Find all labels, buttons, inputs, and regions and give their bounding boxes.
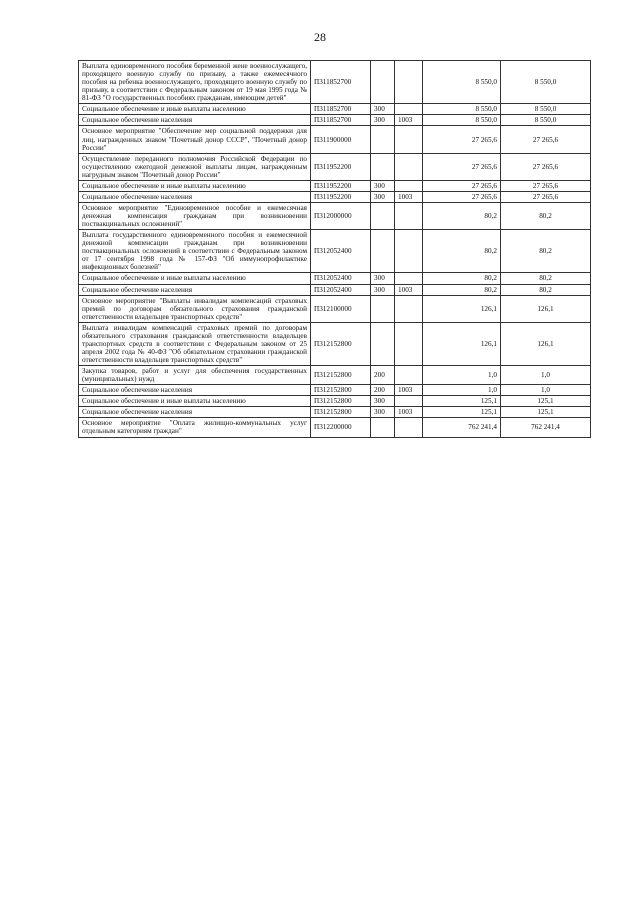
table-row <box>79 61 591 104</box>
row-name-cell: Социальное обеспечение и иные выплаты населению <box>79 273 311 284</box>
amount-cell: 80,2 <box>423 202 501 229</box>
row-name-cell: Социальное обеспечение населения <box>79 284 311 295</box>
target-article-code-cell: П311952200 <box>311 180 371 191</box>
table-row <box>79 273 591 284</box>
amount-cell: 27 265,6 <box>423 153 501 180</box>
row-name-cell: Выплата единовременного пособия беременной жене военнослужащего, проходящего военную службу по призыву, а также ежемесячного пособия на ребенка военнослужащего, проходящего военную службу по призыву, в соответствии с Федеральным законом от 19 мая 1995 года № 81-ФЗ "О государственных пособиях гражданам, имеющим детей" <box>79 61 311 104</box>
section-code-cell: 1003 <box>395 191 423 202</box>
row-name-cell: Осуществление переданного полномочия Российской Федерации по осуществлению ежегодной денежной выплаты лицам, награжденным нагрудным знаком "Почетный донор России" <box>79 153 311 180</box>
total-cell: 8 550,0 <box>501 61 591 104</box>
target-article-code-cell: П311952200 <box>311 153 371 180</box>
total-cell: 27 265,6 <box>501 126 591 153</box>
expense-type-code-cell <box>371 418 395 437</box>
section-code-cell <box>395 322 423 365</box>
total-cell: 8 550,0 <box>501 115 591 126</box>
target-article-code-cell: П311852700 <box>311 61 371 104</box>
row-name-cell: Выплата инвалидам компенсаций страховых премий по договорам обязательного страхования гражданской ответственности владельцев транспортных средств в соответствии с Федеральным законом от 25 апреля 2002 года № 40-ФЗ "Об обязательном страховании гражданской ответственности владельцев транспортных средств" <box>79 322 311 365</box>
total-cell: 125,1 <box>501 407 591 418</box>
total-cell: 27 265,6 <box>501 180 591 191</box>
total-cell: 762 241,4 <box>501 418 591 437</box>
amount-cell: 1,0 <box>423 385 501 396</box>
total-cell: 80,2 <box>501 230 591 273</box>
expense-type-code-cell: 300 <box>371 104 395 115</box>
amount-cell: 8 550,0 <box>423 115 501 126</box>
amount-cell: 80,2 <box>423 273 501 284</box>
section-code-cell: 1003 <box>395 385 423 396</box>
section-code-cell: 1003 <box>395 284 423 295</box>
row-name-cell: Социальное обеспечение и иные выплаты населению <box>79 104 311 115</box>
amount-cell: 1,0 <box>423 366 501 385</box>
amount-cell: 27 265,6 <box>423 180 501 191</box>
row-name-cell: Основное мероприятие "Обеспечение мер социальной поддержки для лиц, награжденных знаком "Почетный донор СССР", "Почетный донор России" <box>79 126 311 153</box>
section-code-cell <box>395 366 423 385</box>
section-code-cell <box>395 230 423 273</box>
table-row <box>79 385 591 396</box>
target-article-code-cell: П312052400 <box>311 284 371 295</box>
amount-cell: 126,1 <box>423 295 501 322</box>
table-row <box>79 202 591 229</box>
expense-type-code-cell <box>371 61 395 104</box>
amount-cell: 762 241,4 <box>423 418 501 437</box>
section-code-cell <box>395 61 423 104</box>
row-name-cell: Социальное обеспечение и иные выплаты населению <box>79 396 311 407</box>
expense-type-code-cell <box>371 230 395 273</box>
row-name-cell: Социальное обеспечение и иные выплаты населению <box>79 180 311 191</box>
target-article-code-cell: П312052400 <box>311 273 371 284</box>
row-name-cell: Основное мероприятие "Выплаты инвалидам компенсаций страховых премий по договорам обязательного страхования гражданской ответственности владельцев транспортных средств" <box>79 295 311 322</box>
target-article-code-cell: П311900000 <box>311 126 371 153</box>
table-row <box>79 230 591 273</box>
amount-cell: 125,1 <box>423 407 501 418</box>
section-code-cell: 1003 <box>395 115 423 126</box>
table-body <box>79 61 591 438</box>
row-name-cell: Социальное обеспечение населения <box>79 191 311 202</box>
total-cell: 1,0 <box>501 366 591 385</box>
section-code-cell <box>395 180 423 191</box>
target-article-code-cell: П312152800 <box>311 407 371 418</box>
total-cell: 1,0 <box>501 385 591 396</box>
total-cell: 126,1 <box>501 322 591 365</box>
row-name-cell: Основное мероприятие "Оплата жилищно-коммунальных услуг отдельным категориям граждан" <box>79 418 311 437</box>
expense-type-code-cell: 300 <box>371 273 395 284</box>
amount-cell: 27 265,6 <box>423 126 501 153</box>
row-name-cell: Выплата государственного единовременного пособия и ежемесячной денежной компенсации гражданам при возникновении поствакцинальных осложнений в соответствии с Федеральным законом от 17 сентября 1998 года № 157-ФЗ "Об иммунопрофилактике инфекционных болезней" <box>79 230 311 273</box>
table-row <box>79 295 591 322</box>
table-row <box>79 407 591 418</box>
row-name-cell: Социальное обеспечение населения <box>79 385 311 396</box>
target-article-code-cell: П312152800 <box>311 322 371 365</box>
table-row <box>79 115 591 126</box>
section-code-cell <box>395 418 423 437</box>
total-cell: 80,2 <box>501 284 591 295</box>
row-name-cell: Социальное обеспечение населения <box>79 115 311 126</box>
target-article-code-cell: П312052400 <box>311 230 371 273</box>
amount-cell: 125,1 <box>423 396 501 407</box>
section-code-cell <box>395 202 423 229</box>
total-cell: 126,1 <box>501 295 591 322</box>
expense-type-code-cell <box>371 126 395 153</box>
table-row <box>79 191 591 202</box>
table-row <box>79 153 591 180</box>
expense-type-code-cell: 300 <box>371 284 395 295</box>
amount-cell: 80,2 <box>423 230 501 273</box>
target-article-code-cell: П312152800 <box>311 385 371 396</box>
section-code-cell: 1003 <box>395 407 423 418</box>
target-article-code-cell: П311952200 <box>311 191 371 202</box>
section-code-cell <box>395 104 423 115</box>
expense-type-code-cell: 300 <box>371 115 395 126</box>
expense-type-code-cell: 200 <box>371 385 395 396</box>
section-code-cell <box>395 153 423 180</box>
amount-cell: 8 550,0 <box>423 104 501 115</box>
table-row <box>79 396 591 407</box>
target-article-code-cell: П312152800 <box>311 366 371 385</box>
total-cell: 80,2 <box>501 273 591 284</box>
page-number: 28 <box>314 30 326 44</box>
row-name-cell: Социальное обеспечение населения <box>79 407 311 418</box>
target-article-code-cell: П311852700 <box>311 115 371 126</box>
expense-type-code-cell: 300 <box>371 191 395 202</box>
expense-type-code-cell: 300 <box>371 407 395 418</box>
amount-cell: 80,2 <box>423 284 501 295</box>
amount-cell: 27 265,6 <box>423 191 501 202</box>
expense-type-code-cell: 200 <box>371 366 395 385</box>
target-article-code-cell: П311852700 <box>311 104 371 115</box>
table-row <box>79 284 591 295</box>
total-cell: 27 265,6 <box>501 153 591 180</box>
total-cell: 125,1 <box>501 396 591 407</box>
row-name-cell: Закупка товаров, работ и услуг для обеспечения государственных (муниципальных) нужд <box>79 366 311 385</box>
target-article-code-cell: П312000000 <box>311 202 371 229</box>
expense-type-code-cell <box>371 322 395 365</box>
expense-type-code-cell <box>371 295 395 322</box>
target-article-code-cell: П312152800 <box>311 396 371 407</box>
amount-cell: 8 550,0 <box>423 61 501 104</box>
target-article-code-cell: П312100000 <box>311 295 371 322</box>
expense-type-code-cell: 300 <box>371 396 395 407</box>
table-row <box>79 418 591 437</box>
table-row <box>79 366 591 385</box>
row-name-cell: Основное мероприятие "Единовременное пособие и ежемесячная денежная компенсация гражданам при возникновении поствакцинальных осложнений" <box>79 202 311 229</box>
section-code-cell <box>395 396 423 407</box>
table-row <box>79 104 591 115</box>
expense-type-code-cell <box>371 153 395 180</box>
total-cell: 80,2 <box>501 202 591 229</box>
budget-table <box>78 60 591 438</box>
total-cell: 8 550,0 <box>501 104 591 115</box>
expense-type-code-cell <box>371 202 395 229</box>
table-row <box>79 126 591 153</box>
section-code-cell <box>395 295 423 322</box>
total-cell: 27 265,6 <box>501 191 591 202</box>
amount-cell: 126,1 <box>423 322 501 365</box>
table-row <box>79 322 591 365</box>
table-row <box>79 180 591 191</box>
target-article-code-cell: П312200000 <box>311 418 371 437</box>
section-code-cell <box>395 126 423 153</box>
expense-type-code-cell: 300 <box>371 180 395 191</box>
section-code-cell <box>395 273 423 284</box>
